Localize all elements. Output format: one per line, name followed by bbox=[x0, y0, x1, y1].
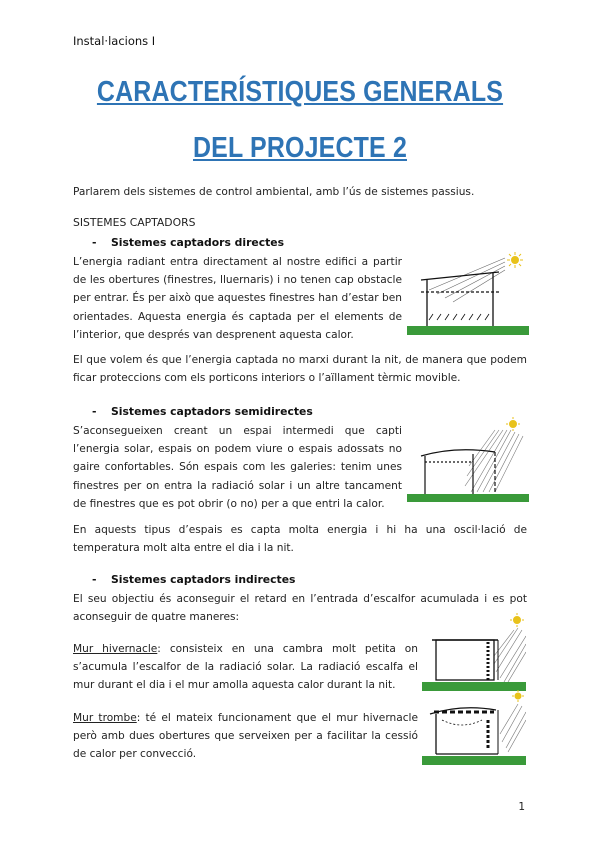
page-title-line-1: CARACTERÍSTIQUES GENERALS bbox=[96, 76, 504, 108]
semidirect-heading-text: Sistemes captadors semidirectes bbox=[111, 405, 313, 418]
building-section bbox=[421, 450, 495, 494]
ground bbox=[407, 494, 529, 502]
sun-icon bbox=[512, 690, 524, 702]
indirect-body: El seu objectiu és aconseguir el retard en l’entrada d’escalfor acumulada i es pot aconseguir de quatre maneres: bbox=[73, 593, 527, 624]
trombe-wall-diagram bbox=[422, 690, 526, 770]
direct-heading bbox=[92, 236, 284, 249]
floor-hatch bbox=[429, 314, 489, 320]
semidirect-note: En aquests tipus d’espais es capta molta energia i hi ha una oscil·lació de temperatura molt alta entre el dia i la nit. bbox=[73, 524, 527, 555]
sun-rays bbox=[500, 704, 526, 752]
trombe-wall-term: Mur trombe bbox=[73, 712, 137, 724]
bullet-dash: - bbox=[92, 236, 97, 249]
page-title-line-2: DEL PROJECTE 2 bbox=[192, 132, 408, 164]
section-heading: SISTEMES CAPTADORS bbox=[73, 216, 196, 229]
ground bbox=[407, 326, 529, 335]
indirect-heading bbox=[92, 573, 295, 586]
intro-paragraph: Parlarem dels sistemes de control ambiental, amb l’ús de sistemes passius. bbox=[73, 186, 475, 198]
direct-body: L’energia radiant entra directament al nostre edifici a partir de les obertures (finestres, lluernaris) i no tenen cap obstacle per entrar. És per això que aquestes finestres han d’estar ben orientades. Aquesta energia és captada per el elements de l’interior, que després van desprenent aquesta calor. bbox=[73, 256, 402, 341]
indirect-heading-text: Sistemes captadors indirectes bbox=[111, 573, 296, 586]
building-section bbox=[432, 640, 498, 680]
greenhouse-wall-diagram bbox=[422, 612, 526, 692]
semidirect-heading bbox=[92, 405, 313, 418]
semidirect-body: S’aconsegueixen creant un espai intermedi que capti l’energia solar, espais on podem viure o espais adossats no gaire confortables. Són espais com les galeries: tenim unes finestres per on entra la radiació solar i un altre tancament de finestres que es pot obrir (o no) per a que entri la calor. bbox=[73, 425, 402, 510]
sun-rays bbox=[494, 628, 526, 682]
page-number: 1 bbox=[518, 801, 525, 813]
direct-heading-text: Sistemes captadors directes bbox=[111, 236, 285, 249]
trombe-wall-text: : té el mateix funcionament que el mur hivernacle però amb dues obertures que serveixen per a facilitar la cessió de calor per convecció. bbox=[73, 712, 418, 761]
semidirect-gain-diagram bbox=[407, 416, 529, 502]
sun-icon bbox=[507, 252, 523, 268]
trombe-wall-paragraph bbox=[73, 709, 418, 764]
sun-icon bbox=[510, 613, 524, 627]
direct-gain-diagram bbox=[407, 250, 529, 336]
ground bbox=[422, 756, 526, 765]
bullet-dash: - bbox=[92, 573, 97, 586]
bullet-dash: - bbox=[92, 405, 97, 418]
greenhouse-wall-text: : consisteix en una cambra molt petita on s’acumula l’escalfor de la radiació solar. La radiació escalfa el mur durant el dia i el mur amolla aquesta calor durant la nit. bbox=[73, 643, 419, 692]
building-section bbox=[430, 708, 498, 754]
running-header: Instal·lacions I bbox=[73, 34, 156, 48]
greenhouse-wall-paragraph bbox=[73, 640, 418, 695]
direct-note: El que volem és que l’energia captada no marxi durant la nit, de manera que podem ficar proteccions com els porticons interiors o l’aïllament tèrmic movible. bbox=[73, 354, 527, 385]
sun-icon bbox=[506, 417, 520, 431]
sun-rays bbox=[465, 430, 523, 492]
building-section bbox=[421, 272, 499, 326]
greenhouse-wall-term: Mur hivernacle bbox=[73, 643, 158, 655]
